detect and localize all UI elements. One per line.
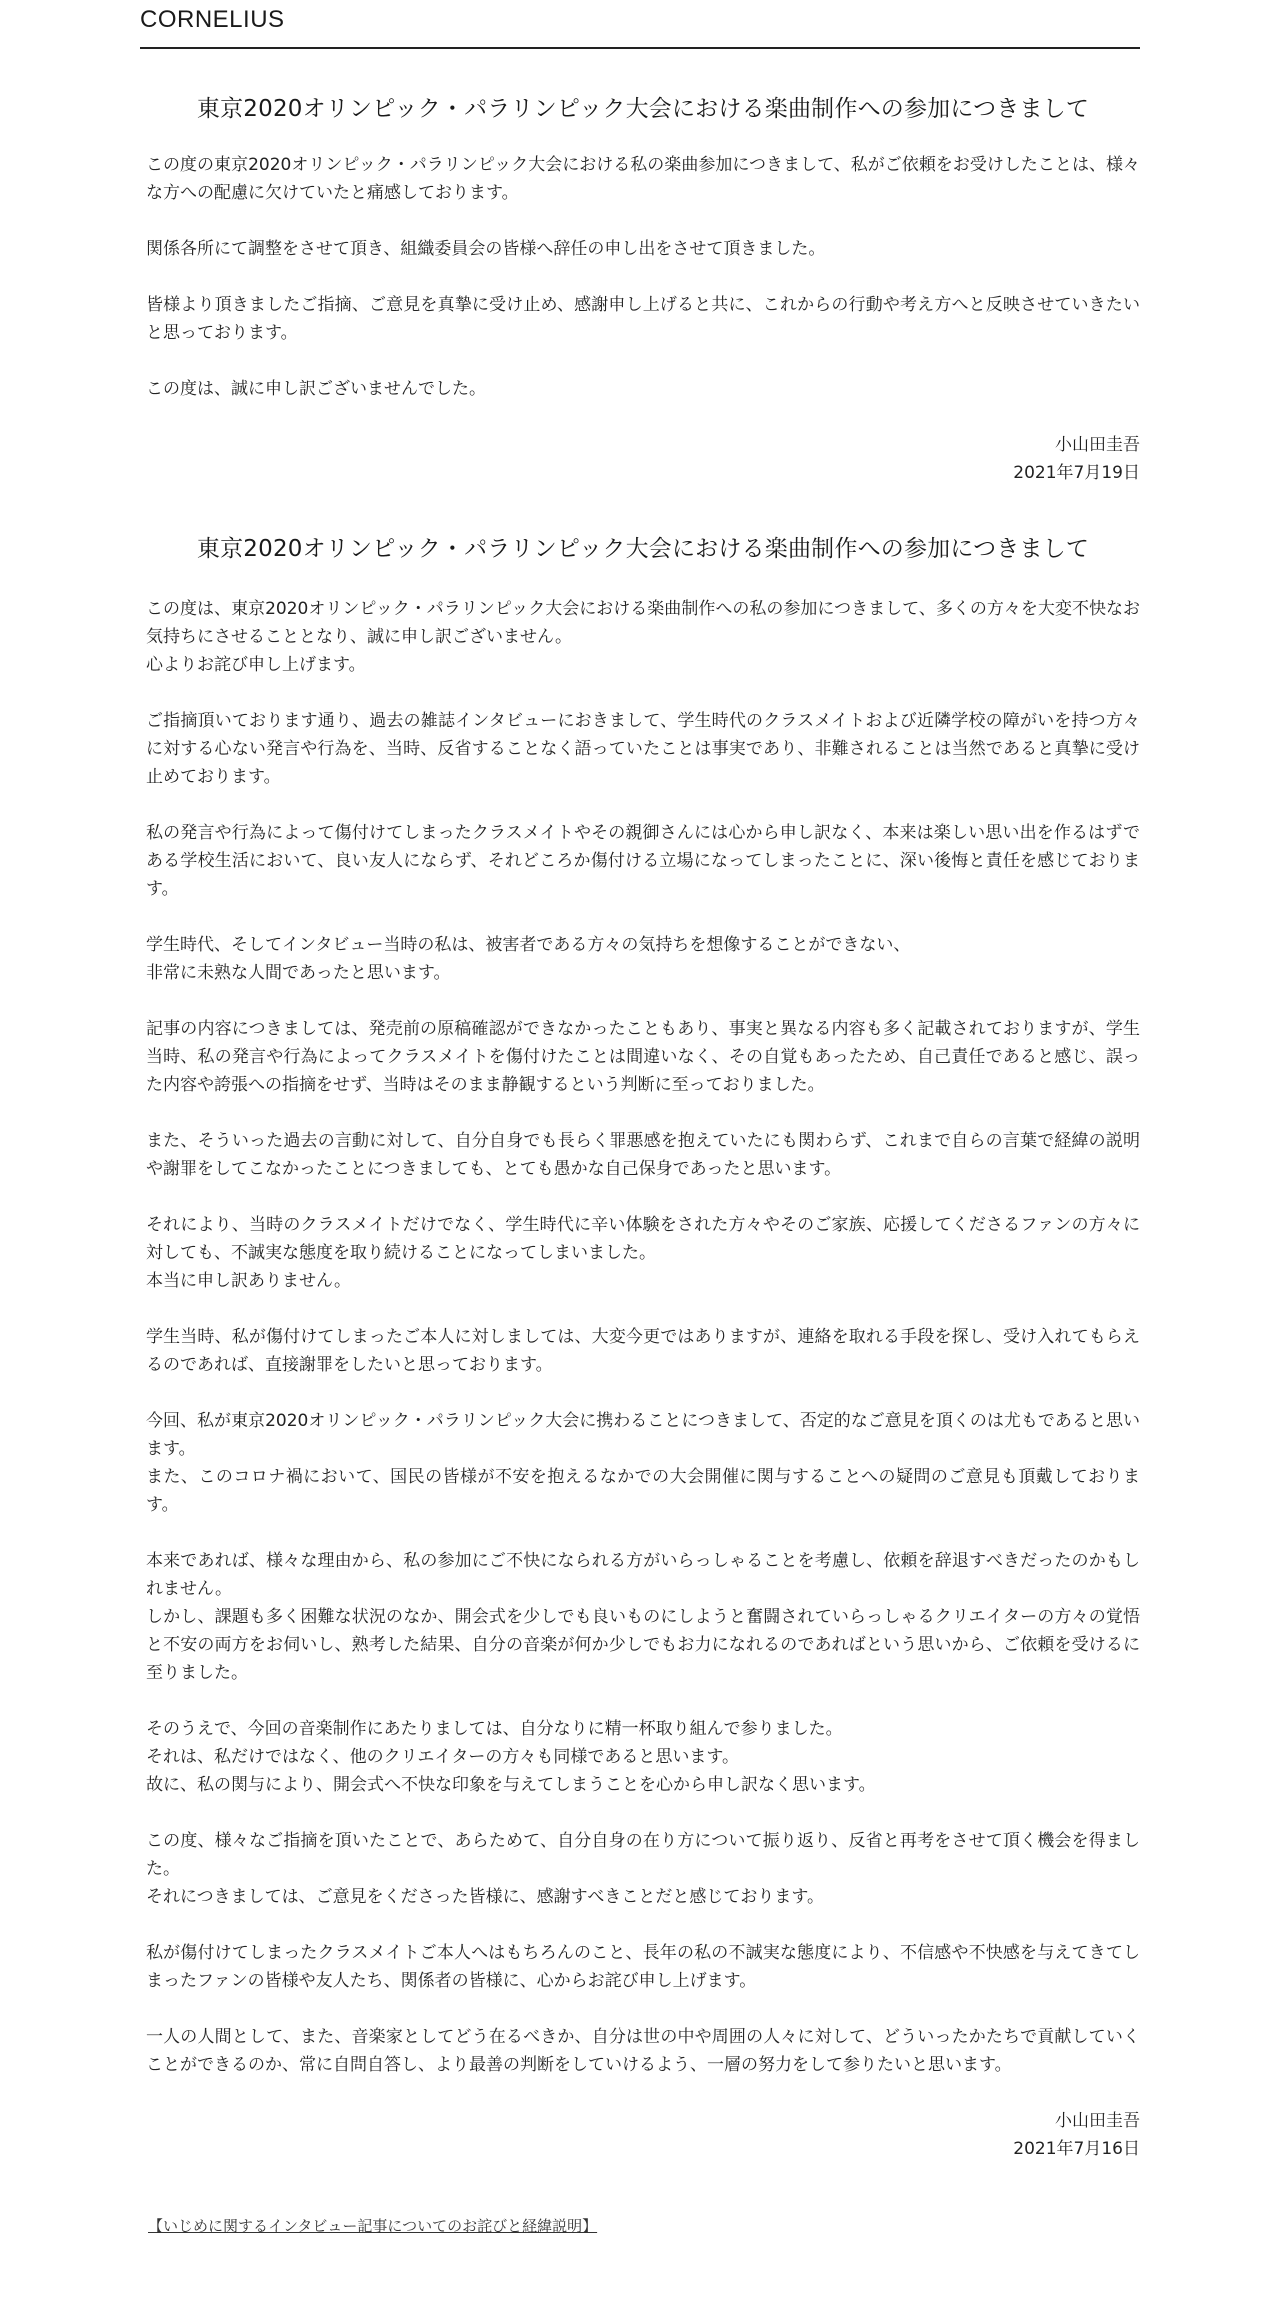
statement-paragraph: この度の東京2020オリンピック・パラリンピック大会における私の楽曲参加につきまして、私がご依頼をお受けしたことは、様々な方への配慮に欠けていたと痛感しております。 [146, 155, 1140, 203]
apology-explanation-link[interactable]: 【いじめに関するインタビュー記事についてのお詫びと経緯説明】 [148, 2217, 598, 2235]
statement-paragraph: 皆様より頂きましたご指摘、ご意見を真摯に受け止め、感謝申し上げると共に、これからの行動や考え方へと反映させていきたいと思っております。 [146, 295, 1140, 343]
site-header [140, 0, 1140, 49]
statement-2021-07-16 [140, 533, 1140, 2163]
signature-block [146, 2107, 1140, 2163]
statement-paragraph: それにより、当時のクラスメイトだけでなく、学生時代に辛い体験をされた方々やそのご家族、応援してくださるファンの方々に対しても、不誠実な態度を取り続けることになってしまいました。 本当に申し訳ありません。 [146, 1215, 1140, 1291]
signature-block [146, 431, 1140, 487]
statement-paragraph: 一人の人間として、また、音楽家としてどう在るべきか、自分は世の中や周囲の人々に対して、どういったかたちで貢献していくことができるのか、常に自問自答し、より最善の判断をしていけるよう、一層の努力をして参りたいと思います。 [146, 2027, 1140, 2075]
statement-paragraph: 関係各所にて調整をさせて頂き、組織委員会の皆様へ辞任の申し出をさせて頂きました。 [146, 239, 826, 259]
statement-paragraph: 私が傷付けてしまったクラスメイトご本人へはもちろんのこと、長年の私の不誠実な態度により、不信感や不快感を与えてきてしまったファンの皆様や友人たち、関係者の皆様に、心からお詫び申し上げます。 [146, 1943, 1140, 1991]
statement-paragraph: この度は、誠に申し訳ございませんでした。 [146, 379, 486, 399]
statement-paragraph: 学生当時、私が傷付けてしまったご本人に対しましては、大変今更ではありますが、連絡を取れる手段を探し、受け入れてもらえるのであれば、直接謝罪をしたいと思っております。 [146, 1327, 1140, 1375]
site-logo[interactable]: CORNELIUS [140, 6, 285, 33]
statement-paragraph: ご指摘頂いております通り、過去の雑誌インタビューにおきまして、学生時代のクラスメイトおよび近隣学校の障がいを持つ方々に対する心ない発言や行為を、当時、反省することなく語っていたことは事実であり、非難されることは当然であると真摯に受け止めております。 [146, 711, 1140, 787]
statement-date: 2021年7月16日 [1013, 2139, 1140, 2159]
statement-paragraph: この度、様々なご指摘を頂いたことで、あらためて、自分自身の在り方について振り返り、反省と再考をさせて頂く機会を得ました。 それにつきましては、ご意見をくださった皆様に、感謝すべきことだと感じております。 [146, 1831, 1140, 1907]
statement-paragraph: また、そういった過去の言動に対して、自分自身でも長らく罪悪感を抱えていたにも関わらず、これまで自らの言葉で経緯の説明や謝罪をしてこなかったことにつきましても、とても愚かな自己保身であったと思います。 [146, 1131, 1140, 1179]
statement-paragraph: 記事の内容につきましては、発売前の原稿確認ができなかったこともあり、事実と異なる内容も多く記載されておりますが、学生当時、私の発言や行為によってクラスメイトを傷付けたことは間違いなく、その自覚もあったため、自己責任であると感じ、誤った内容や誇張への指摘をせず、当時はそのまま静観するという判断に至っておりました。 [146, 1019, 1140, 1095]
statement-paragraph: 本来であれば、様々な理由から、私の参加にご不快になられる方がいらっしゃることを考慮し、依頼を辞退すべきだったのかもしれません。 しかし、課題も多く困難な状況のなか、開会式を少しでも良いものにしようと奮闘されていらっしゃるクリエイターの方々の覚悟と不安の両方をお伺いし、熟考した結果、自分の音楽が何か少しでもお力になれるのであればという思いから、ご依頼を受けるに至りました。 [146, 1551, 1140, 1683]
statement-title: 東京2020オリンピック・パラリンピック大会における楽曲制作への参加につきまして [196, 96, 1090, 122]
author-name: 小山田圭吾 [1055, 435, 1140, 455]
author-name: 小山田圭吾 [1055, 2111, 1140, 2131]
statement-title: 東京2020オリンピック・パラリンピック大会における楽曲制作への参加につきまして [196, 536, 1090, 562]
statement-paragraph: そのうえで、今回の音楽制作にあたりましては、自分なりに精一杯取り組んで参りました。 それは、私だけではなく、他のクリエイターの方々も同様であると思います。 故に、私の関与により、開会式へ不快な印象を与えてしまうことを心から申し訳なく思います。 [146, 1719, 876, 1795]
statement-2021-07-19 [140, 93, 1140, 487]
statement-date: 2021年7月19日 [1013, 463, 1140, 483]
statement-paragraph: この度は、東京2020オリンピック・パラリンピック大会における楽曲制作への私の参加につきまして、多くの方々を大変不快なお気持ちにさせることとなり、誠に申し訳ございません。 心よりお詫び申し上げます。 [146, 599, 1140, 675]
statement-paragraph: 学生時代、そしてインタビュー当時の私は、被害者である方々の気持ちを想像することができない、 非常に未熟な人間であったと思います。 [146, 935, 911, 983]
page-container [140, 0, 1140, 2237]
statement-paragraph: 私の発言や行為によって傷付けてしまったクラスメイトやその親御さんには心から申し訳なく、本来は楽しい思い出を作るはずである学校生活において、良い友人にならず、それどころか傷付ける立場になってしまったことに、深い後悔と責任を感じております。 [146, 823, 1140, 899]
statement-paragraph: 今回、私が東京2020オリンピック・パラリンピック大会に携わることにつきまして、否定的なご意見を頂くのは尤もであると思います。 また、このコロナ禍において、国民の皆様が不安を抱えるなかでの大会開催に関与することへの疑問のご意見も頂戴しております。 [146, 1411, 1140, 1515]
